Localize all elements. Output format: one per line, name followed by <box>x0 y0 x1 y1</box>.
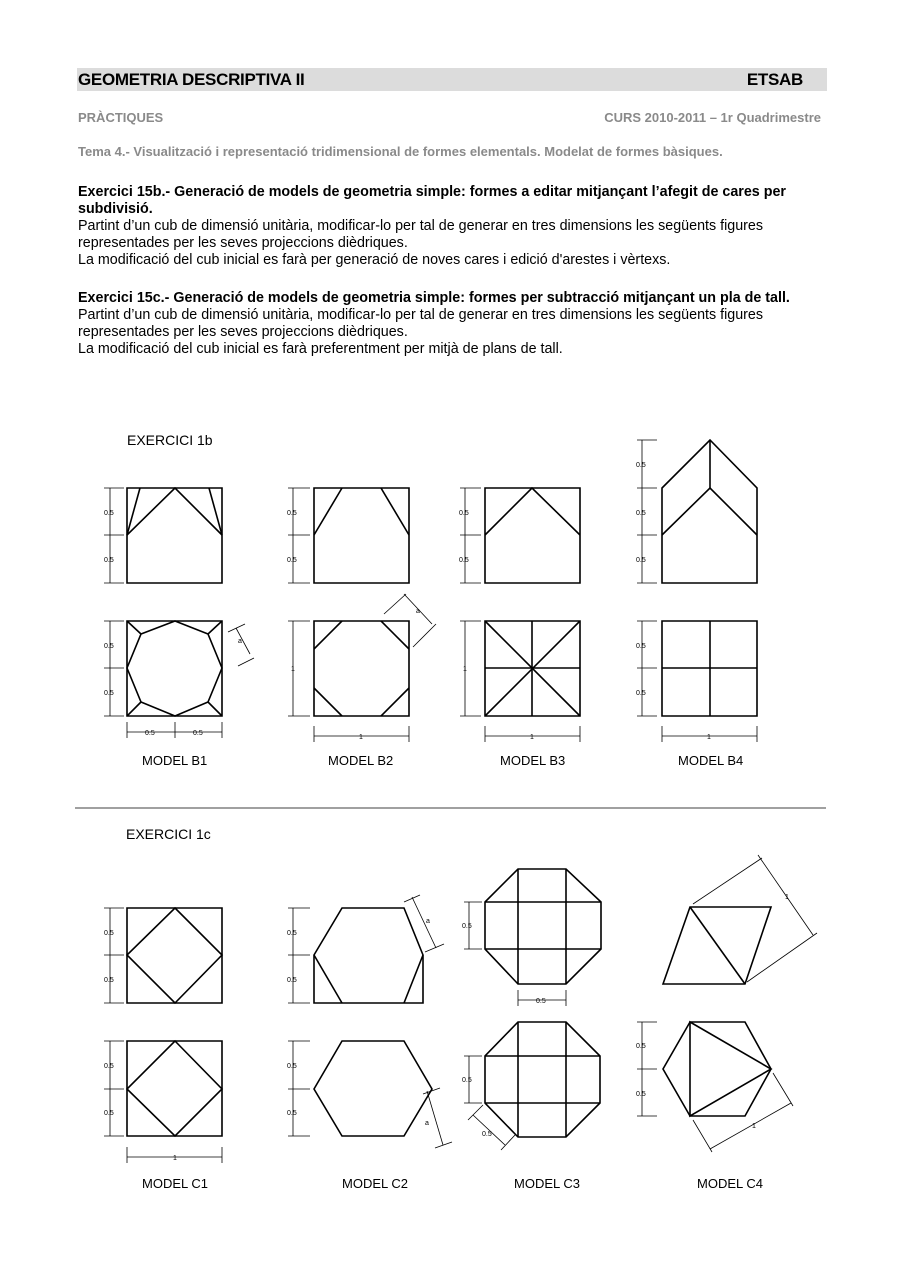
model-b4-drawing <box>662 440 757 716</box>
dim-label: 0.5 <box>287 510 297 517</box>
model-b1-drawing <box>127 488 222 716</box>
model-b1-label: MODEL B1 <box>142 753 208 768</box>
course-title: GEOMETRIA DESCRIPTIVA II <box>78 70 305 89</box>
dim-label: a <box>238 638 242 645</box>
dim-label: 0.5 <box>104 643 114 650</box>
dim-label: 1 <box>752 1123 756 1130</box>
model-c1-drawing <box>127 908 222 1136</box>
dim-label: 0.5 <box>104 1063 114 1070</box>
dim-label: 1 <box>785 894 789 901</box>
model-b4-label: MODEL B4 <box>678 753 744 768</box>
exercise-15c-p2: La modificació del cub inicial es farà preferentment per mitjà de plans de tall. <box>78 341 563 357</box>
dim-label: 0.5 <box>104 690 114 697</box>
dim-label: 0.5 <box>287 977 297 984</box>
dim-label: 0.5 <box>104 930 114 937</box>
exercise-15b-title: Exercici 15b.- Generació de models de geometria simple: formes a editar mitjançant l’afegit de cares per subdivisió. <box>78 184 786 217</box>
dim-label: 1 <box>291 666 295 673</box>
exercici-1c-label: EXERCICI 1c <box>126 826 211 842</box>
dim-label: a <box>416 608 420 615</box>
dim-label: 0.5 <box>536 998 546 1005</box>
dimension-labels <box>104 462 789 1162</box>
model-b3-label: MODEL B3 <box>500 753 566 768</box>
model-b3-drawing <box>485 488 580 716</box>
model-b2-drawing <box>314 488 409 716</box>
model-c1-label: MODEL C1 <box>142 1176 208 1191</box>
dim-label: 0.5 <box>459 510 469 517</box>
dim-label: 0.5 <box>104 510 114 517</box>
dim-label: 0.5 <box>104 557 114 564</box>
model-c4-drawing <box>663 907 771 1116</box>
exercise-15b-p1: Partint d’un cub de dimensió unitària, modificar-lo per tal de generar en tres dimensions les següents figures representades per les seves projeccions dièdriques. <box>78 218 764 251</box>
course-year: CURS 2010-2011 – 1r Quadrimestre <box>604 110 821 125</box>
dim-label: 1 <box>530 734 534 741</box>
dim-label: 1 <box>707 734 711 741</box>
dim-label: 0.5 <box>636 557 646 564</box>
dim-label: 0.5 <box>462 923 472 930</box>
dim-label: 0.5 <box>287 1110 297 1117</box>
dim-label: 0.5 <box>193 730 203 737</box>
dim-label: 1 <box>463 666 467 673</box>
exercise-15c-title: Exercici 15c.- Generació de models de geometria simple: formes per subtracció mitjançant un pla de tall. <box>78 290 790 306</box>
dim-label: a <box>425 1120 429 1127</box>
dim-label: 0.5 <box>287 1063 297 1070</box>
model-b2-label: MODEL B2 <box>328 753 394 768</box>
dim-label: 0.5 <box>636 643 646 650</box>
dim-label: a <box>426 918 430 925</box>
model-c2-drawing <box>314 908 432 1136</box>
dim-label: 1 <box>359 734 363 741</box>
dimension-lines <box>104 440 817 1163</box>
model-c2-label: MODEL C2 <box>342 1176 408 1191</box>
dim-label: 0.5 <box>636 1091 646 1098</box>
dim-label: 0.5 <box>104 977 114 984</box>
dim-label: 0.5 <box>104 1110 114 1117</box>
exercici-1b-label: EXERCICI 1b <box>127 432 213 448</box>
dim-label: 0.5 <box>459 557 469 564</box>
model-c4-label: MODEL C4 <box>697 1176 763 1191</box>
dim-label: 0.5 <box>636 510 646 517</box>
dim-label: 0.5 <box>287 557 297 564</box>
dim-label: 0.5 <box>636 690 646 697</box>
dim-label: 0.5 <box>636 1043 646 1050</box>
model-c3-label: MODEL C3 <box>514 1176 580 1191</box>
exercise-15b-p2: La modificació del cub inicial es farà per generació de noves cares i edició d'arestes i vèrtexs. <box>78 252 671 268</box>
dim-label: 0.5 <box>287 930 297 937</box>
section-label: PRÀCTIQUES <box>78 110 164 125</box>
dim-label: 1 <box>173 1155 177 1162</box>
topic: Tema 4.- Visualització i representació tridimensional de formes elementals. Modelat de formes bàsiques. <box>78 144 723 159</box>
dim-label: 0.5 <box>482 1131 492 1138</box>
school-name: ETSAB <box>746 70 803 89</box>
dim-label: 0.5 <box>462 1077 472 1084</box>
exercise-15c-p1: Partint d’un cub de dimensió unitària, modificar-lo per tal de generar en tres dimensions les següents figures representades per les seves projeccions dièdriques. <box>78 307 764 340</box>
dim-label: 0.5 <box>145 730 155 737</box>
dim-label: 0.5 <box>636 462 646 469</box>
